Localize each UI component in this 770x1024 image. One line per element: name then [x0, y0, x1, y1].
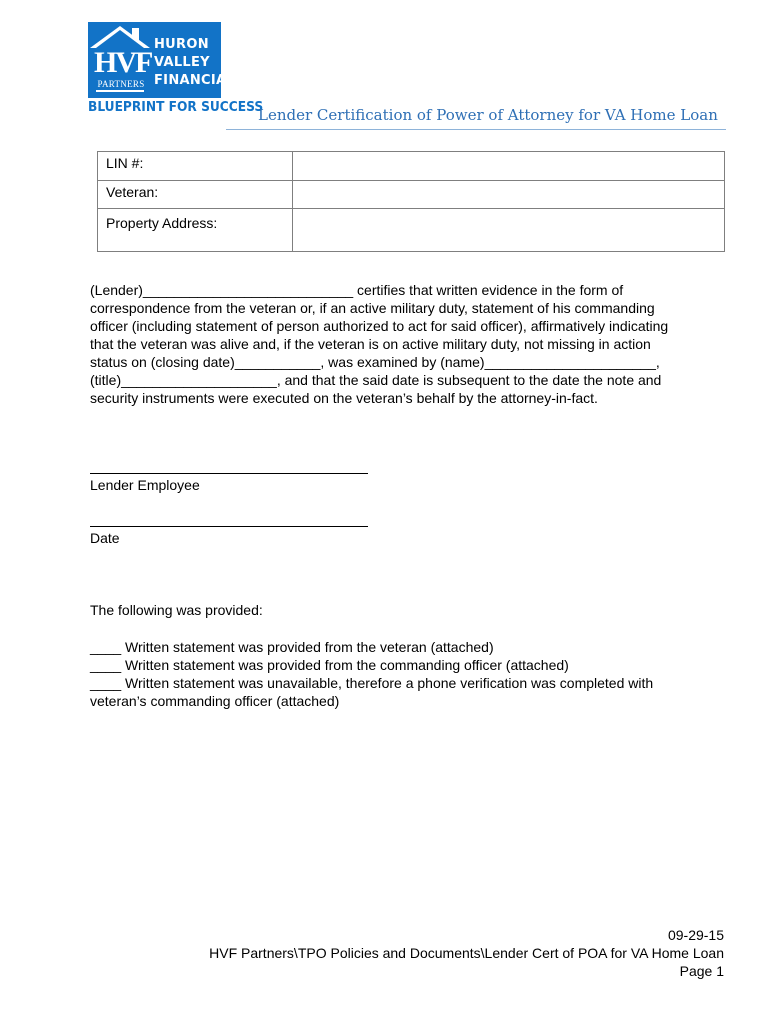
- paragraph-line: security instruments were executed on the veteran’s behalf by the attorney-in-fact.: [90, 390, 598, 406]
- paragraph-line: status on (closing date)___________, was examined by (name)______________________,: [90, 354, 660, 370]
- property-address-label: Property Address:: [98, 209, 293, 252]
- logo-monogram: HVF: [94, 46, 152, 79]
- paragraph-line: officer (including statement of person authorized to act for said officer), affirmatively indicating: [90, 318, 669, 334]
- employee-signature-label: Lender Employee: [90, 477, 200, 493]
- provided-heading: The following was provided:: [90, 602, 263, 618]
- footer-file-path: HVF Partners\TPO Policies and Documents\Lender Cert of POA for VA Home Loan: [209, 945, 724, 961]
- logo-name-line: HURON: [154, 37, 209, 52]
- logo-partners: PARTNERS: [97, 79, 145, 89]
- page-footer: [209, 926, 724, 980]
- paragraph-line: that the veteran was alive and, if the veteran is on active military duty, not missing in action: [90, 336, 651, 352]
- logo-tagline: BLUEPRINT FOR SUCCESS: [88, 100, 264, 115]
- date-signature-line[interactable]: [90, 526, 368, 527]
- lin-label: LIN #:: [98, 152, 293, 181]
- logo-name-line: VALLEY: [154, 55, 210, 70]
- company-logo: [88, 22, 264, 122]
- certification-paragraph: [90, 281, 730, 407]
- paragraph-line: correspondence from the veteran or, if an active military duty, statement of his commanding: [90, 300, 655, 316]
- list-item: veteran’s commanding officer (attached): [90, 693, 340, 709]
- title-divider: [226, 129, 726, 130]
- lin-field[interactable]: [293, 152, 725, 181]
- property-address-field[interactable]: [293, 209, 725, 252]
- document-title: Lender Certification of Power of Attorney for VA Home Loan: [258, 106, 718, 124]
- paragraph-line: (title)____________________, and that the said date is subsequent to the date the note and: [90, 372, 662, 388]
- veteran-label: Veteran:: [98, 181, 293, 209]
- table-row: [98, 209, 725, 252]
- provided-checklist: [90, 638, 653, 710]
- logo-badge: [88, 22, 235, 98]
- paragraph-line: (Lender)___________________________ certifies that written evidence in the form of: [90, 282, 624, 298]
- veteran-field[interactable]: [293, 181, 725, 209]
- date-signature-label: Date: [90, 530, 120, 546]
- list-item: ____ Written statement was provided from the commanding officer (attached): [90, 657, 569, 673]
- loan-info-table: [97, 151, 725, 252]
- logo-name-line: FINANCIAL: [154, 73, 235, 88]
- list-item: ____ Written statement was provided from the veteran (attached): [90, 639, 494, 655]
- list-item: ____ Written statement was unavailable, therefore a phone verification was completed with: [90, 675, 654, 691]
- footer-page-number: Page 1: [679, 963, 724, 979]
- table-row: [98, 181, 725, 209]
- employee-signature-line[interactable]: [90, 473, 368, 474]
- footer-date: 09-29-15: [667, 927, 724, 943]
- logo-company-name: [154, 36, 235, 90]
- table-row: [98, 152, 725, 181]
